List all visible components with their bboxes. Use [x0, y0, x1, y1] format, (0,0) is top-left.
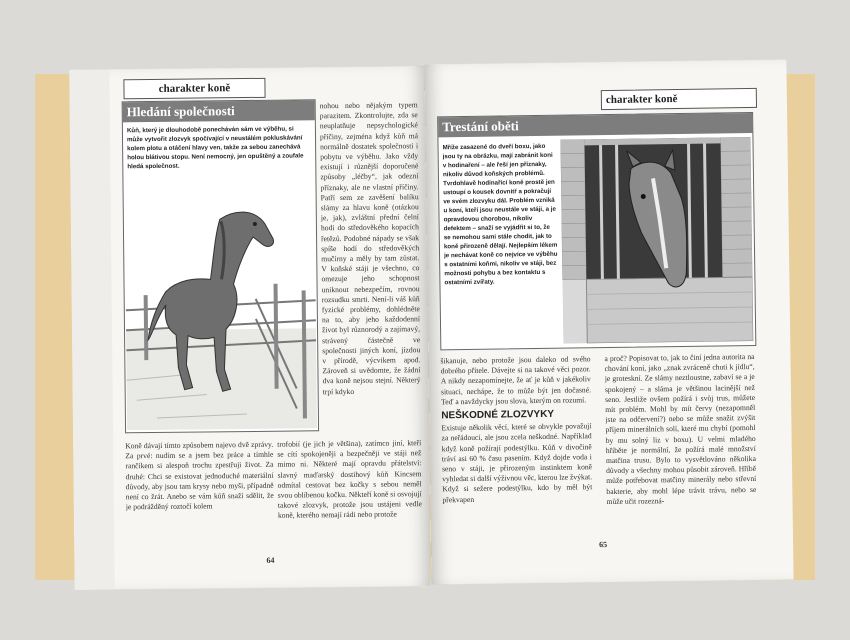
horse-in-stable-box-illustration	[560, 137, 753, 344]
left-page-margin-strip	[69, 69, 114, 589]
left-page-number: 64	[266, 555, 275, 565]
right-column-2: a proč? Popisovat to, jak to činí jedna autorita na chování koní, jako „znak zvráceně chuti k jídlu“, je groteskní. Ze slámy neztloustne, zabaví se a je spokojený – a sláma je většinou lacinější než seno. Jestliže ovšem požírá i svůj trus, můžete mít problém. Mohl by mít červy (nezapomněl jste na odčervení?) nebo se může snažit zvýšit příjem minerálních solí, které mu chybí (pomohl by mu solný liz v boxu). U velmi mladého hříběte je normální, že požírá malé množství matčina trusu. Bylo to vysvětlováno několika důvody a všechny mohou působit zároveň. Hříbě může potřebovat matčiny minerály nebo střevní bakterie, aby mohl lépe trávit trávu, nebo se může učit rozezná-	[604, 351, 757, 506]
right-feature-box	[437, 112, 756, 350]
right-page-number: 65	[599, 540, 608, 550]
right-page	[424, 59, 793, 584]
right-col1-top-text: šikanuje, nebo protože jsou daleko od svého dobrého přítele. Dávejte si na takové věci pozor. A nikdy nezapomínejte, že ať je kůň v jakékoliv situaci, nechápe, že to může být jen dočasné. Teď a navždycky jsou slova, kterým on rozumí.	[440, 354, 592, 407]
harmless-habits-heading: NEŠKODNÉ ZLOZVYKY	[441, 408, 555, 422]
left-intro-text: Kůň, který je dlouhodobě ponecháván sám ve výběhu, si může vytvořit zlozvyk spočívající v neustálém pokluskávání kolem plotu a otáčení hlavy ven, takže za sebou zanechává holou blátivou stopu. Není nemocný, jen opuštěný a zoufale hledá společnost.	[126, 125, 304, 171]
right-intro-text: Mříže zasazené do dveří boxu, jako jsou ty na obrázku, mají zabránit koni v hodinaření – ale řeší jen příznaky, nikoliv důvod koňských problémů. Tvrdohlavě hodinařící koně prostě jen ustoupí o kousek dovnitř a pokračují ve svém zlozvyku dál. Problém vzniká u koní, kteří jsou neustále ve stáji, a je opravdovou chorobou, nikoliv defektem – snaží se vyjádřit si to, že se nemohou sami stále chodit, jak to koně přirozeně dělají. Nejlepším lékem je nechávat koně co nejvíce ve výběhu s ostatními koňmi, nikoliv ve stáji, bez možnosti pohybu a bez kontaktu s ostatními zvířaty.	[442, 142, 558, 287]
left-bottom-column-1: Koně dávají tímto způsobem najevo dvě zprávy. Za prvé: nudím se a jsem bez práce a tímhle rančíkem si alespoň trochu zpestřuji život. Za druhé: Chci se existovat jednoduché materiální důvody, aby jsou tam krysy nebo myši, případně není co žrát. Anebo se vám kůň snaží sdělit, že je podrážděný roztočí kolem	[125, 439, 274, 512]
left-bottom-column-2: trofobií (je jich je většina), zatímco jiní, kteří se cítí spokojeněji a bezpečněji ve stáji než mimo ni. Některé mají opravdu přátelství: slavný maďarský dostihový kůň Kincsem odmítal cestovat bez kočky s sebou neměl svou oblíbenou kočku. Někteří koně si osvojují takové zlozvyk, protože jsou ustájeni vedle koně, kterého nemají rádi nebo protože	[277, 438, 422, 521]
right-column-1	[440, 354, 593, 556]
right-page-header: charakter koně	[601, 88, 757, 110]
left-right-column-text: nohou nebo nějakým typem parazitem. Zkontrolujte, zda se neuplatňuje nepsychologické příčiny, zejména když kůň má normálně dostatek společnosti i pobytu ve výběhu. Jako vždy existují i různější doporučené způsoby „léčby“, jak odezní příznaky, ale ne vlastní příčiny. Patří sem ze zavěšení balíku slámy za hlavu koně (otázkou je, jak), zvláštní přední čelní hodi do středověkého kopacích řetězů. Podobné nápady se však spíše hodí do středověkých mučírny a měly by tam zůstat. V koňské stáji je všechno, co omezuje jeho schopnost uniknout nebezpečím, rovnou rozsudku smrti. Není-li váš kůň fyzické problémy, dohlédněte na to, aby jeho každodenní život byl různorodý a zajímavý, strávený částečně ve společnosti jiných koní, jízdou v přírodě, výcvikem apod. Zároveň si uvědomte, že žádní dva koně nejsou stejní. Některý trpí kdyko	[319, 100, 421, 396]
right-section-title: Trestání oběti	[438, 113, 752, 137]
left-section-title: Hledání společnosti	[123, 100, 315, 122]
right-col1-bottom-text: Existuje několik věcí, které se obvykle považují za neřádoucí, ale jsou zcela neškodné. Například když koně požírají podestýlku. Kůň v divočině tráví asi 60 % času pasením. Když dojde voda i seno v stáji, je přirozeným instinktem koně vyhledat si další výživnou věc, kterou lze žvýkat. Když si sežere podestýlku, kdo by měl být překvapen	[441, 421, 593, 504]
horse-in-paddock-illustration	[124, 178, 317, 430]
left-feature-box	[122, 99, 319, 433]
left-page-header: charakter koně	[123, 78, 265, 99]
left-page	[69, 66, 430, 590]
